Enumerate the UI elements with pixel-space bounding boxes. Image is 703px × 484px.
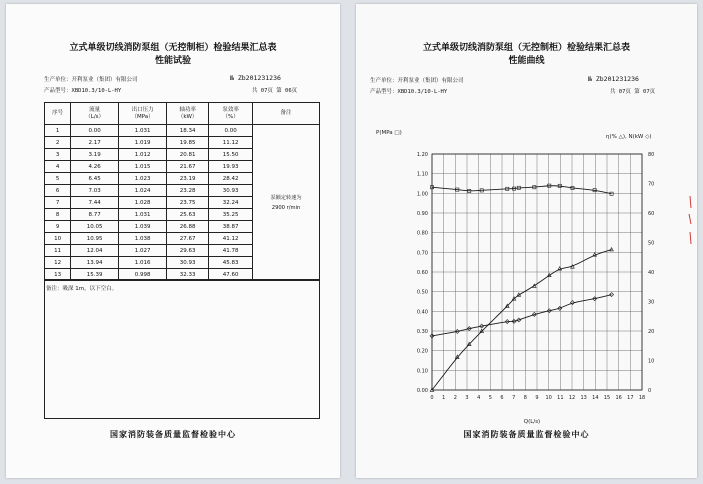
col-header-efficiency: 泵效率 （%） (209, 103, 253, 125)
x-tick-label: 17 (627, 395, 634, 401)
col-header-index: 序号 (45, 103, 71, 125)
y-right-tick-label: 30 (648, 299, 655, 306)
cell-flow: 12.04 (71, 245, 119, 257)
page-title: 立式单级切线消防泵组（无控制柜）检验结果汇总表 (422, 43, 630, 53)
cell-power: 30.93 (167, 257, 209, 269)
cell-index: 6 (45, 185, 71, 197)
y-left-tick-label: 0.20 (416, 348, 428, 355)
y-right-tick-label: 50 (648, 240, 655, 247)
x-tick-label: 12 (568, 395, 576, 401)
cell-efficiency: 19.93 (209, 161, 253, 173)
y-right-tick-label: 70 (648, 181, 655, 188)
cell-pressure: 1.024 (119, 185, 167, 197)
cell-flow: 10.05 (71, 221, 119, 233)
cell-efficiency: 47.60 (209, 269, 253, 281)
cell-pressure: 1.028 (119, 197, 167, 209)
cell-flow: 0.00 (71, 125, 119, 137)
y-left-tick-label: 0.30 (416, 329, 428, 335)
cell-flow: 13.94 (71, 257, 119, 269)
y-left-tick-label: 0.70 (416, 250, 428, 257)
data-point-triangle (610, 248, 614, 251)
y-axis-left-label: P(MPa □) (376, 130, 402, 136)
cell-power: 32.33 (167, 269, 209, 281)
y-right-tick-label: 40 (648, 270, 655, 276)
x-tick-label: 0 (430, 395, 434, 401)
cell-index: 7 (45, 197, 71, 209)
cell-pressure: 1.031 (119, 209, 167, 221)
curve-diamond (432, 295, 612, 336)
x-tick-label: 8 (523, 395, 527, 401)
manufacturer-value: 开利泵业（集团）有限公司 (71, 77, 138, 83)
page-info: 共 07页 第 07页 (610, 89, 656, 95)
report-number-value: Zb201231236 (237, 74, 281, 82)
cell-power: 25.63 (167, 209, 209, 221)
y-right-tick-label: 10 (648, 358, 655, 365)
cell-power: 26.88 (167, 221, 209, 233)
cell-index: 11 (45, 245, 71, 257)
cell-power: 20.81 (167, 149, 209, 161)
page-subtitle: 性能试验 (154, 56, 191, 66)
x-axis-label: Q(L/s) (523, 419, 541, 425)
manufacturer-label: 生产单位： (44, 77, 72, 83)
cell-pressure: 1.038 (119, 233, 167, 245)
report-number (588, 75, 639, 83)
cell-index: 5 (45, 173, 71, 185)
cell-efficiency: 35.25 (209, 209, 253, 221)
cell-pressure: 1.016 (119, 257, 167, 269)
report-number-value: Zb201231236 (595, 75, 639, 83)
x-tick-label: 6 (500, 395, 504, 401)
table-row (45, 125, 320, 137)
x-tick-label: 15 (603, 395, 611, 401)
y-left-tick-label: 1.20 (416, 152, 428, 158)
footer-institution: 国家消防装备质量监督检验中心 (463, 430, 590, 439)
y-right-tick-label: 0 (648, 388, 652, 394)
cell-pressure: 1.039 (119, 221, 167, 233)
cell-efficiency: 32.24 (209, 197, 253, 209)
model-value: XBD10.3/10-L-HY (71, 88, 122, 94)
remark-line: 2900 r/min (271, 204, 301, 211)
model-value: XBD10.3/10-L-HY (397, 89, 448, 95)
cell-index: 9 (45, 221, 71, 233)
cell-pressure: 1.023 (119, 173, 167, 185)
remark-line: 泵额定转速为 (270, 194, 302, 201)
model-label: 产品型号： (370, 89, 398, 95)
cell-index: 4 (45, 161, 71, 173)
table-header-row (45, 103, 320, 125)
y-left-tick-label: 0.40 (416, 309, 428, 316)
cell-efficiency: 28.42 (209, 173, 253, 185)
cell-flow: 15.39 (71, 269, 119, 281)
cell-power: 23.19 (167, 173, 209, 185)
cell-index: 12 (45, 257, 71, 269)
x-tick-label: 7 (512, 395, 516, 401)
model-label: 产品型号： (44, 88, 72, 94)
footer-institution: 国家消防装备质量监督检验中心 (110, 430, 236, 439)
cell-power: 23.75 (167, 197, 209, 209)
model-line (44, 86, 121, 94)
y-left-tick-label: 1.00 (416, 191, 428, 198)
y-axis-right-label: η(% △), N(kW ◇) (606, 134, 652, 140)
table-note: 备注：吸深 1m，以下空白。 (46, 286, 118, 292)
cell-pressure: 1.027 (119, 245, 167, 257)
report-number-label: № (230, 74, 234, 82)
cell-index: 3 (45, 149, 71, 161)
y-left-tick-label: 0.90 (416, 211, 428, 217)
cell-power: 27.67 (167, 233, 209, 245)
col-header-remark: 备注 (253, 103, 320, 125)
cell-power: 21.67 (167, 161, 209, 173)
cell-pressure: 1.031 (119, 125, 167, 137)
cell-flow: 8.77 (71, 209, 119, 221)
manufacturer-value: 开利泵业（集团）有限公司 (397, 78, 464, 84)
cell-efficiency: 15.50 (209, 149, 253, 161)
y-left-tick-label: 0.00 (416, 388, 428, 394)
cell-index: 2 (45, 137, 71, 149)
performance-curve-chart (356, 122, 697, 442)
manufacturer-label: 生产单位： (370, 78, 398, 84)
cell-efficiency: 45.83 (209, 257, 253, 269)
cell-index: 1 (45, 125, 71, 137)
cell-flow: 4.26 (71, 161, 119, 173)
chart-curves (430, 184, 614, 391)
chart-grid (432, 154, 642, 390)
cell-pressure: 1.015 (119, 161, 167, 173)
curve-triangle (432, 250, 612, 390)
cell-efficiency: 11.12 (209, 137, 253, 149)
cell-pressure: 1.012 (119, 149, 167, 161)
cell-flow: 3.19 (71, 149, 119, 161)
y-right-tick-label: 20 (648, 329, 655, 335)
cell-power: 23.28 (167, 185, 209, 197)
x-tick-label: 11 (557, 395, 564, 401)
y-left-tick-label: 0.60 (416, 270, 428, 276)
x-tick-label: 10 (545, 395, 552, 401)
right-document-page (356, 4, 697, 478)
cell-efficiency: 41.12 (209, 233, 253, 245)
remark-cell (253, 125, 320, 281)
cell-index: 13 (45, 269, 71, 281)
y-left-tick-label: 0.10 (416, 368, 428, 375)
cell-flow: 7.44 (71, 197, 119, 209)
y-left-tick-label: 0.80 (416, 230, 428, 237)
cell-index: 10 (45, 233, 71, 245)
manufacturer-line (370, 76, 464, 84)
red-stamp-edge (687, 194, 693, 254)
model-line (370, 87, 447, 95)
y-left-tick-label: 0.50 (416, 289, 428, 296)
page-info: 共 07页 第 06页 (252, 88, 298, 94)
page-subtitle: 性能曲线 (508, 56, 545, 66)
x-tick-label: 5 (488, 395, 492, 401)
cell-flow: 7.03 (71, 185, 119, 197)
x-tick-label: 16 (615, 395, 622, 401)
x-tick-label: 3 (465, 395, 469, 401)
x-tick-label: 4 (477, 395, 481, 401)
cell-index: 8 (45, 209, 71, 221)
manufacturer-line (44, 75, 138, 83)
x-tick-label: 13 (580, 395, 587, 401)
col-header-flow: 流量 （L/s） (71, 103, 119, 125)
report-number-label: № (588, 75, 592, 83)
cell-efficiency: 0.00 (209, 125, 253, 137)
cell-efficiency: 41.78 (209, 245, 253, 257)
cell-flow: 10.95 (71, 233, 119, 245)
x-tick-label: 2 (453, 395, 457, 401)
cell-power: 29.63 (167, 245, 209, 257)
x-tick-label: 18 (638, 395, 646, 401)
x-tick-label: 14 (592, 395, 599, 401)
page-title: 立式单级切线消防泵组（无控制柜）检验结果汇总表 (69, 43, 277, 53)
y-right-tick-label: 80 (648, 152, 655, 158)
cell-flow: 6.45 (71, 173, 119, 185)
cell-efficiency: 30.93 (209, 185, 253, 197)
col-header-power: 轴功率 （kW） (167, 103, 209, 125)
cell-flow: 2.17 (71, 137, 119, 149)
x-tick-label: 9 (535, 395, 539, 401)
remark-box (44, 279, 320, 419)
cell-power: 18.34 (167, 125, 209, 137)
col-header-pressure: 出口压力 （MPa） (119, 103, 167, 125)
x-tick-label: 1 (442, 395, 446, 401)
cell-power: 19.85 (167, 137, 209, 149)
report-number (230, 74, 281, 82)
y-left-tick-label: 1.10 (416, 171, 428, 178)
performance-table (44, 102, 320, 281)
cell-efficiency: 38.87 (209, 221, 253, 233)
cell-pressure: 0.998 (119, 269, 167, 281)
cell-pressure: 1.019 (119, 137, 167, 149)
y-right-tick-label: 60 (648, 211, 655, 217)
left-document-page (6, 4, 340, 478)
